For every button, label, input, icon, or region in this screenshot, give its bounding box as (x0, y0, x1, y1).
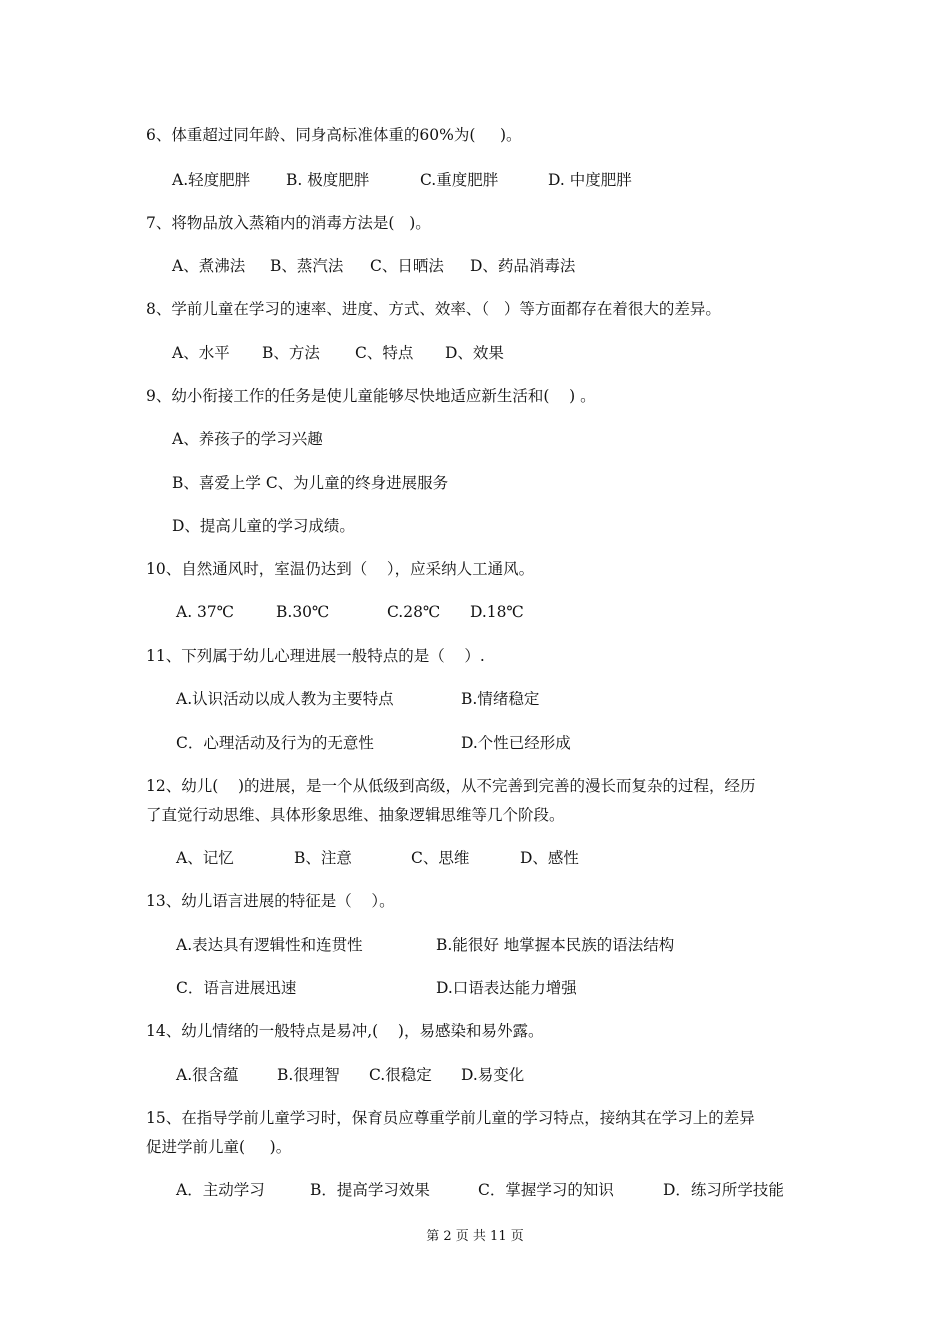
question-10-stem: 10、自然通风时，室温仍达到（ ），应采纳人工通风。 (146, 560, 535, 578)
question-10-option-d: D.18℃ (470, 603, 524, 621)
question-11-option-d: D.个性已经形成 (461, 734, 571, 752)
question-12-stem-line-1: 12、幼儿( )的进展，是一个从低级到高级，从不完善到完善的漫长而复杂的过程，经历 (146, 777, 756, 795)
question-9-option-line-3: D、提高儿童的学习成绩。 (172, 517, 355, 535)
question-14-stem: 14、幼儿情绪的一般特点是易冲,( )，易感染和易外露。 (146, 1022, 544, 1040)
question-15-option-a: A．主动学习 (176, 1181, 265, 1199)
question-8-option-a: A、水平 (172, 344, 230, 362)
question-12-stem-line-2: 了直觉行动思维、具体形象思维、抽象逻辑思维等几个阶段。 (146, 806, 565, 824)
question-14-option-a: A.很含蕴 (176, 1066, 239, 1084)
question-6-option-d: D. 中度肥胖 (548, 171, 632, 189)
question-10-option-b: B.30℃ (276, 603, 330, 621)
question-11-option-b: B.情绪稳定 (461, 690, 540, 708)
question-8-stem: 8、学前儿童在学习的速率、进度、方式、效率、（ ）等方面都存在着很大的差异。 (146, 300, 721, 318)
question-15-option-b: B．提高学习效果 (310, 1181, 430, 1199)
question-9-stem: 9、幼小衔接工作的任务是使儿童能够尽快地适应新生活和( ) 。 (146, 387, 596, 405)
page-number-footer: 第 2 页 共 11 页 (426, 1229, 524, 1244)
question-10-option-a: A. 37℃ (176, 603, 235, 621)
question-9-option-line-2: B、喜爱上学 C、为儿童的终身进展服务 (172, 474, 449, 492)
question-11-option-c: C．心理活动及行为的无意性 (176, 734, 374, 752)
question-13-option-d: D.口语表达能力增强 (436, 979, 577, 997)
question-14-option-c: C.很稳定 (369, 1066, 432, 1084)
question-6-option-a: A.轻度肥胖 (172, 171, 251, 189)
question-8-option-c: C、特点 (355, 344, 414, 362)
question-8-option-b: B、方法 (262, 344, 320, 362)
question-10-option-c: C.28℃ (387, 603, 441, 621)
question-7-option-a: A、煮沸法 (172, 257, 246, 275)
question-11-stem: 11、下列属于幼儿心理进展一般特点的是（ ）. (146, 647, 485, 665)
question-12-option-a: A、记忆 (176, 849, 234, 867)
question-6-option-b: B. 极度肥胖 (286, 171, 370, 189)
question-6-stem: 6、体重超过同年龄、同身高标准体重的60%为( )。 (146, 126, 522, 144)
question-7-option-b: B、蒸汽法 (270, 257, 344, 275)
question-13-stem: 13、幼儿语言进展的特征是（ ）。 (146, 892, 395, 910)
question-13-option-a: A.表达具有逻辑性和连贯性 (176, 936, 363, 954)
question-7-option-d: D、药品消毒法 (470, 257, 576, 275)
question-8-option-d: D、效果 (445, 344, 504, 362)
question-13-option-c: C．语言进展迅速 (176, 979, 297, 997)
question-12-option-b: B、注意 (294, 849, 352, 867)
question-14-option-d: D.易变化 (461, 1066, 525, 1084)
question-11-option-a: A.认识活动以成人教为主要特点 (176, 690, 394, 708)
question-15-stem-line-1: 15、在指导学前儿童学习时，保育员应尊重学前儿童的学习特点，接纳其在学习上的差异 (146, 1109, 755, 1127)
question-14-option-b: B.很理智 (277, 1066, 340, 1084)
question-15-option-c: C．掌握学习的知识 (478, 1181, 614, 1199)
question-7-option-c: C、日晒法 (370, 257, 444, 275)
question-15-stem-line-2: 促进学前儿童( )。 (146, 1138, 292, 1156)
question-7-stem: 7、将物品放入蒸箱内的消毒方法是( )。 (146, 214, 431, 232)
question-13-option-b: B.能很好 地掌握本民族的语法结构 (436, 936, 675, 954)
question-12-option-c: C、思维 (411, 849, 470, 867)
question-6-option-c: C.重度肥胖 (420, 171, 499, 189)
question-9-option-line-1: A、养孩子的学习兴趣 (172, 430, 323, 448)
question-12-option-d: D、感性 (520, 849, 579, 867)
question-15-option-d: D．练习所学技能 (663, 1181, 784, 1199)
